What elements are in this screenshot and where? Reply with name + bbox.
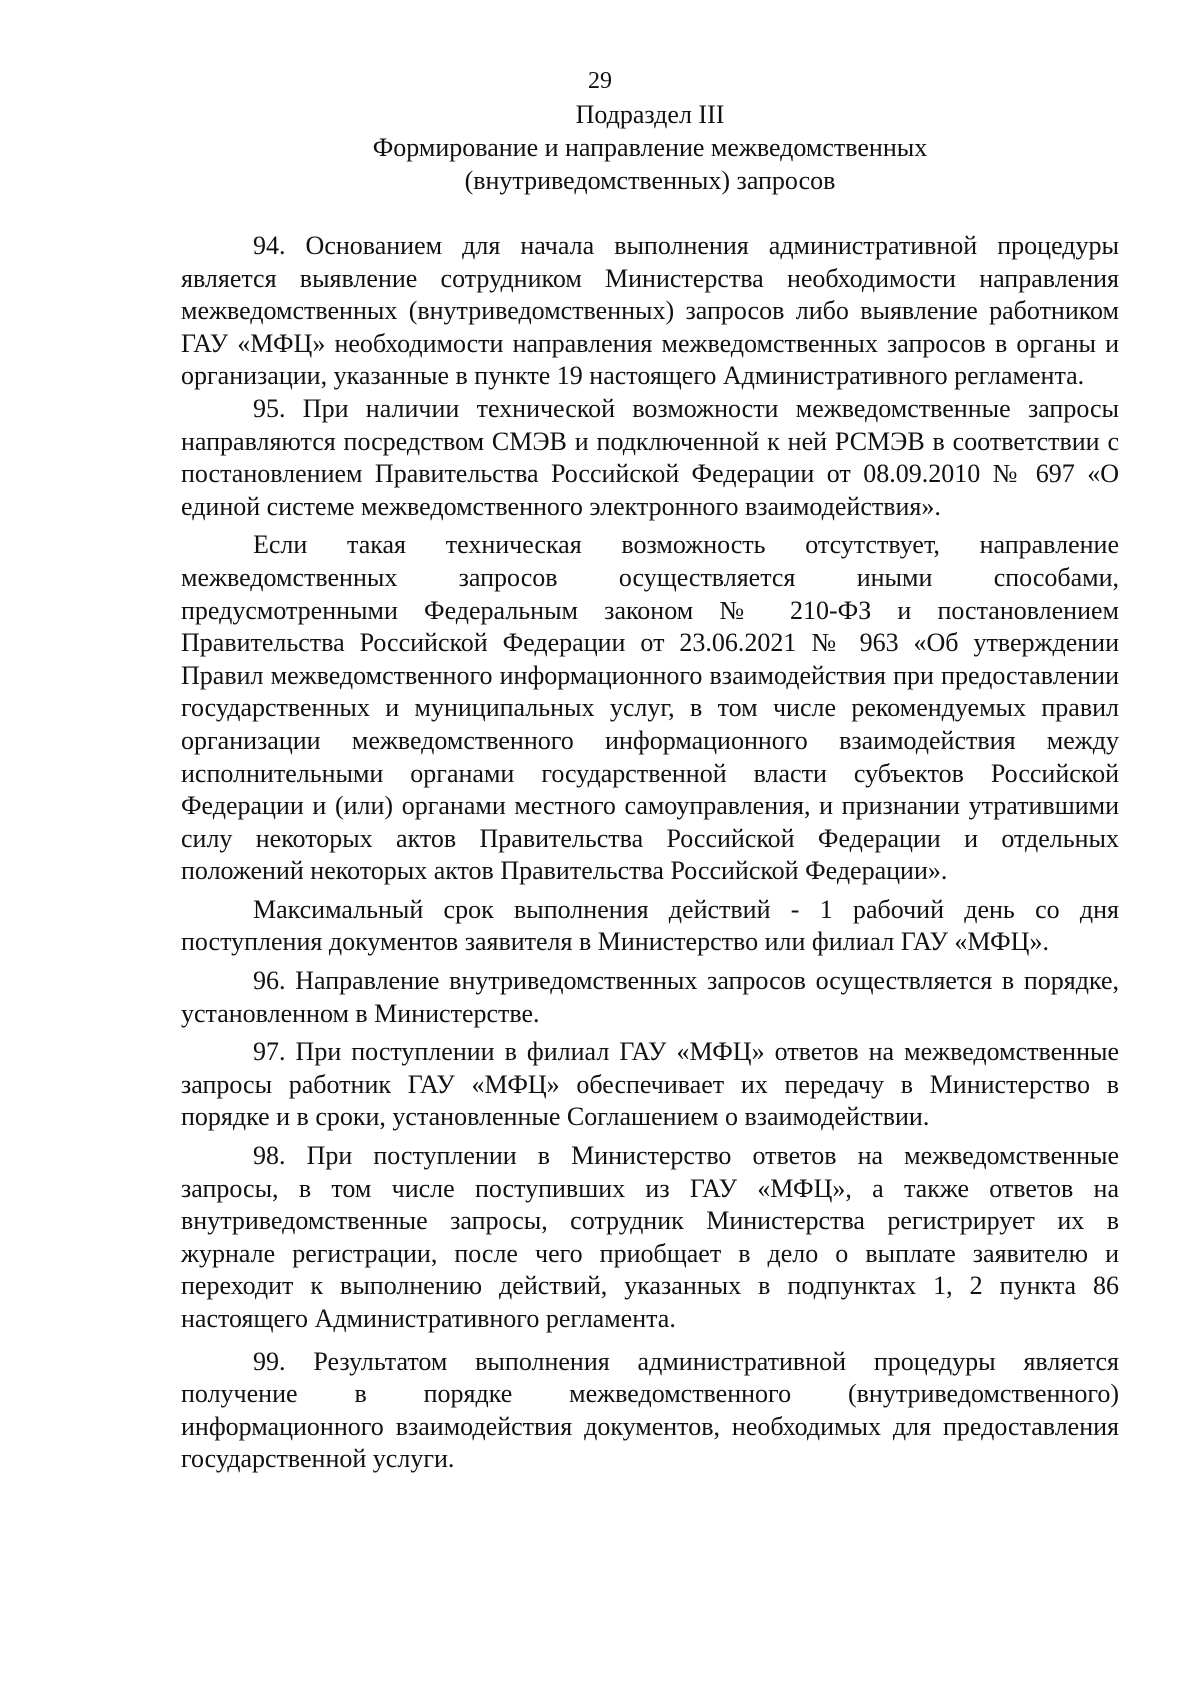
heading-line-3: (внутриведомственных) запросов [464,166,836,195]
page-number: 29 [588,68,612,94]
paragraph-97: 97. При поступлении в филиал ГАУ «МФЦ» ответов на межведомственные запросы работник ГАУ «МФЦ» обеспечивает их передачу в Министерство в порядке и в сроки, установленные Соглашением о взаимодействии. [181,1037,1119,1132]
paragraph-96: 96. Направление внутриведомственных запросов осуществляется в порядке, установленном в Министерстве. [181,966,1119,1028]
paragraph-98: 98. При поступлении в Министерство ответов на межведомственные запросы, в том числе поступивших из ГАУ «МФЦ», а также ответов на внутриведомственные запросы, сотрудник Министерства регистрирует их в журнале регистрации, после чего приобщает в дело о выплате заявителю и переходит к выполнению действий, указанных в подпунктах 1, 2 пункта 86 настоящего Административного регламента. [181,1141,1119,1333]
heading-line-2: Формирование и направление межведомственных [372,133,928,162]
paragraph-95: 95. При наличии технической возможности межведомственные запросы направляются посредством СМЭВ и подключенной к ней РСМЭВ в соответствии с постановлением Правительства Российской Федерации от 08.09.2010 № 697 «О единой системе межведомственного электронного взаимодействия». [181,393,1119,521]
paragraph-95-continued: Если такая техническая возможность отсутствует, направление межведомственных запросов осуществляется иными способами, предусмотренными Федеральным законом № 210-ФЗ и постановлением Правительства Российской Федерации от 23.06.2021 № 963 «Об утверждении Правил межведомственного информационного взаимодействия при предоставлении государственных и муниципальных услуг, в том числе рекомендуемых правил организации межведомственного информационного взаимодействия между исполнительными органами государственной власти субъектов Российской Федерации и (или) органами местного самоуправления, и признании утратившими силу некоторых актов Правительства Российской Федерации и отдельных положений некоторых актов Правительства Российской Федерации». [181,530,1119,886]
document-body [181,230,1119,1476]
heading-line-1: Подраздел III [575,100,725,129]
paragraph-max-term: Максимальный срок выполнения действий - 1 рабочий день со дня поступления документов заявителя в Министерство или филиал ГАУ «МФЦ». [181,894,1119,957]
paragraph-99: 99. Результатом выполнения административной процедуры является получение в порядке межведомственного (внутриведомственного) информационного взаимодействия документов, необходимых для предоставления государственной услуги. [181,1346,1119,1474]
section-heading [180,98,1120,197]
paragraph-94: 94. Основанием для начала выполнения административной процедуры является выявление сотрудником Министерства необходимости направления межведомственных (внутриведомственных) запросов либо выявление работником ГАУ «МФЦ» необходимости направления межведомственных запросов в органы и организации, указанные в пункте 19 настоящего Административного регламента. [181,231,1119,391]
